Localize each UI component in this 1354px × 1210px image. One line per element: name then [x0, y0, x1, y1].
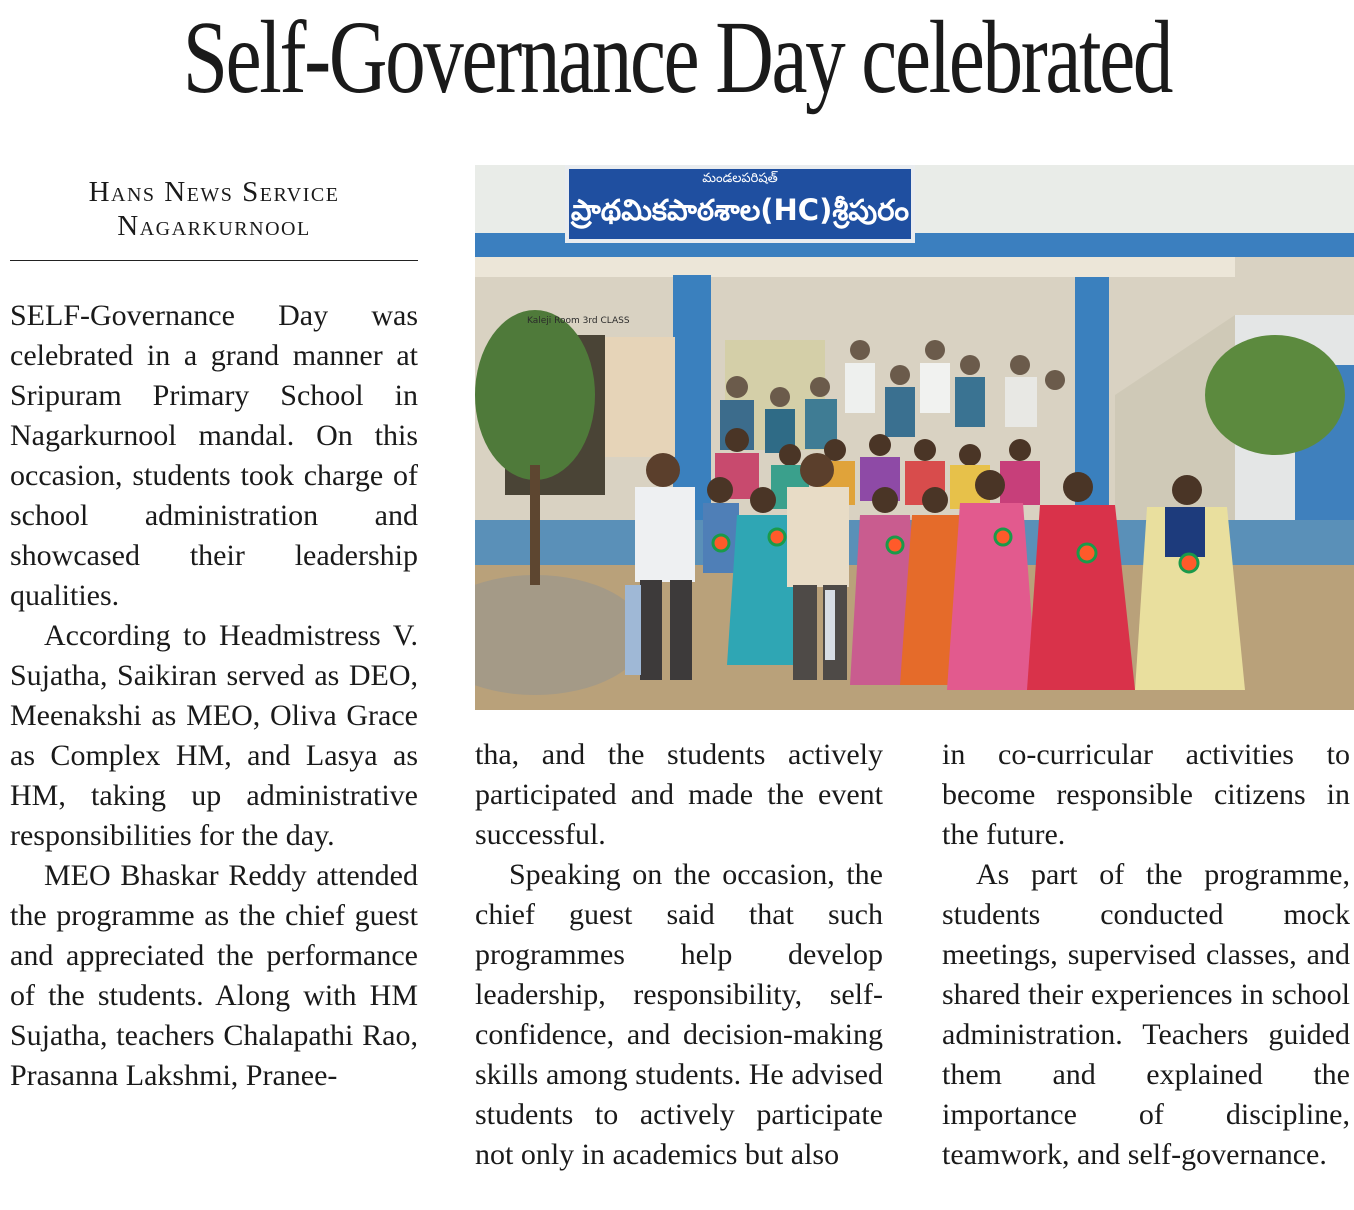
article-column-3	[942, 735, 1350, 1175]
paragraph: tha, and the students actively participated and made the event successful.	[475, 738, 883, 851]
sign-main-text: ప్రాథమికపాఠశాల(HC)శ్రీపురం	[570, 193, 910, 227]
byline-agency: Hans News Service	[88, 176, 340, 208]
paragraph: in co-curricular activities to become responsible citizens in the future.	[942, 738, 1350, 851]
paragraph: As part of the programme, students conducted mock meetings, supervised classes, and shared their experiences in school administration. Teachers guided them and explained the importance of discipline, teamwork, and self-governance.	[942, 858, 1350, 1171]
headline: Self-Governance Day celebrated	[182, 0, 1172, 115]
news-photo	[475, 165, 1354, 710]
article-column-2	[475, 735, 883, 1175]
byline-rule	[10, 260, 418, 261]
sign-top-text: మండలపరిషత్	[702, 171, 778, 186]
article-column-1	[10, 296, 418, 1096]
room-label: Kaleji Room 3rd CLASS	[527, 316, 630, 326]
byline-location: Nagarkurnool	[117, 210, 311, 242]
paragraph: Speaking on the occasion, the chief guest said that such programmes help develop leadership, responsibility, self-confidence, and decision-making skills among students. He advised students to actively participate not only in academics but also	[475, 858, 883, 1171]
paragraph: MEO Bhaskar Reddy attended the programme as the chief guest and appreciated the performance of the students. Along with HM Sujatha, teachers Chalapathi Rao, Prasanna Lakshmi, Pranee-	[10, 859, 418, 1092]
paragraph: According to Headmistress V. Sujatha, Saikiran served as DEO, Meenakshi as MEO, Oliva Grace as Complex HM, and Lasya as HM, taking up administrative responsibilities for the day.	[10, 619, 418, 852]
paragraph: SELF-Governance Day was celebrated in a grand manner at Sripuram Primary School in Nagarkurnool mandal. On this occasion, students took charge of school administration and showcased their leadership qualities.	[10, 299, 418, 612]
byline	[10, 175, 418, 243]
